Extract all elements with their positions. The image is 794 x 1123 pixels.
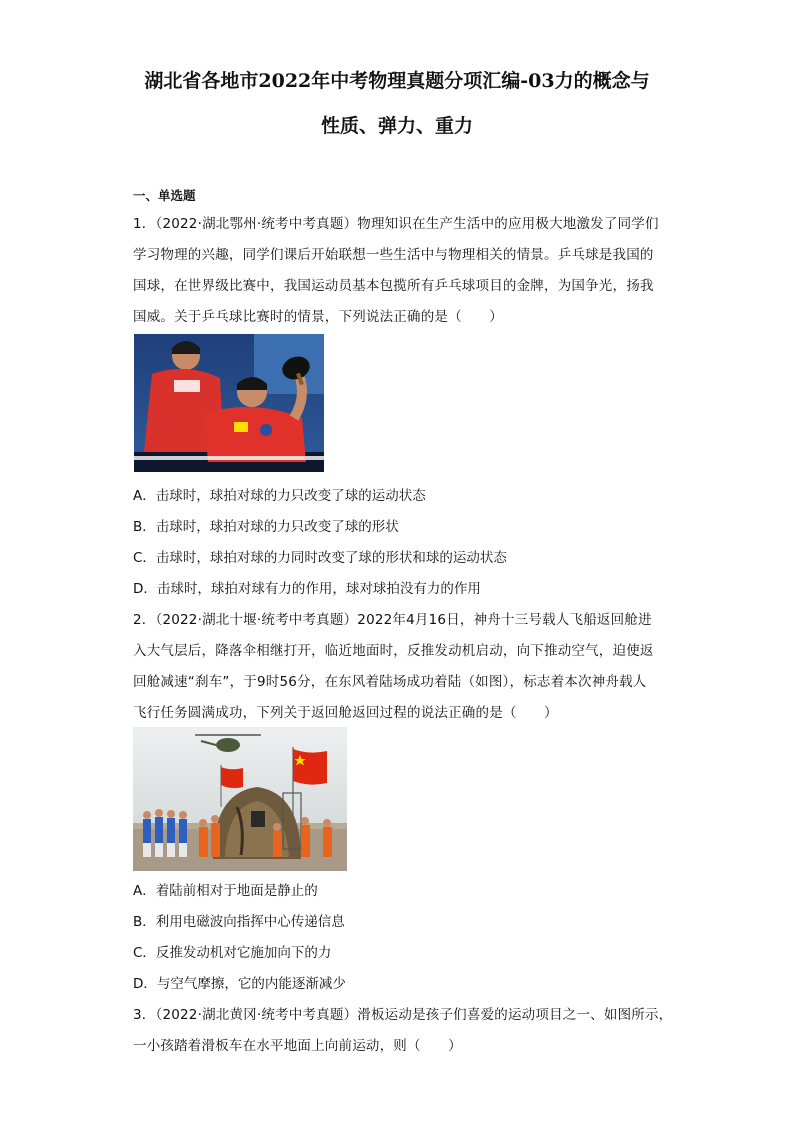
q2-line-1: 2．（2022·湖北十堰·统考中考真题）2022年4月16日，神舟十三号载人飞船返回舱进 bbox=[133, 612, 652, 628]
q1-option-c: C．击球时，球拍对球的力同时改变了球的形状和球的运动状态 bbox=[133, 550, 507, 566]
document-title-line-1: 湖北省各地市2022年中考物理真题分项汇编-03力的概念与 bbox=[144, 70, 650, 92]
q2-option-c: C．反推发动机对它施加向下的力 bbox=[133, 945, 332, 961]
section-heading: 一、单选题 bbox=[133, 188, 196, 203]
q2-line-3: 回舱减速“刹车”，于9时56分，在东风着陆场成功着陆（如图），标志着本次神舟载人 bbox=[133, 674, 647, 690]
q3-line-1: 3．（2022·湖北黄冈·统考中考真题）滑板运动是孩子们喜爱的运动项目之一、如图所示， bbox=[133, 1007, 673, 1023]
q2-option-b: B．利用电磁波向指挥中心传递信息 bbox=[133, 914, 345, 930]
q2-line-2: 入大气层后，降落伞相继打开，临近地面时，反推发动机启动，向下推动空气，迫使返 bbox=[133, 643, 654, 659]
q2-option-d: D．与空气摩擦，它的内能逐渐减少 bbox=[133, 976, 346, 992]
q3-line-2: 一小孩踏着滑板车在水平地面上向前运动，则（ ） bbox=[133, 1038, 462, 1054]
q1-option-a: A．击球时，球拍对球的力只改变了球的运动状态 bbox=[133, 488, 426, 504]
q1-option-b: B．击球时，球拍对球的力只改变了球的形状 bbox=[133, 519, 399, 535]
table-tennis-photo bbox=[134, 334, 324, 472]
q2-option-a: A．着陆前相对于地面是静止的 bbox=[133, 883, 318, 899]
q1-option-d: D．击球时，球拍对球有力的作用，球对球拍没有力的作用 bbox=[133, 581, 481, 597]
q2-line-4: 飞行任务圆满成功，下列关于返回舱返回过程的说法正确的是（ ） bbox=[133, 705, 558, 721]
q1-line-4: 国威。关于乒乓球比赛时的情景，下列说法正确的是（ ） bbox=[133, 309, 503, 325]
q1-line-3: 国球，在世界级比赛中，我国运动员基本包揽所有乒乓球项目的金牌，为国争光，扬我 bbox=[133, 278, 654, 294]
capsule-landing-photo bbox=[133, 727, 347, 871]
q1-line-2: 学习物理的兴趣，同学们课后开始联想一些生活中与物理相关的情景。乒乓球是我国的 bbox=[133, 247, 654, 263]
document-title-line-2: 性质、弹力、重力 bbox=[320, 115, 473, 137]
q1-line-1: 1．（2022·湖北鄂州·统考中考真题）物理知识在生产生活中的应用极大地激发了同学们 bbox=[133, 216, 659, 232]
